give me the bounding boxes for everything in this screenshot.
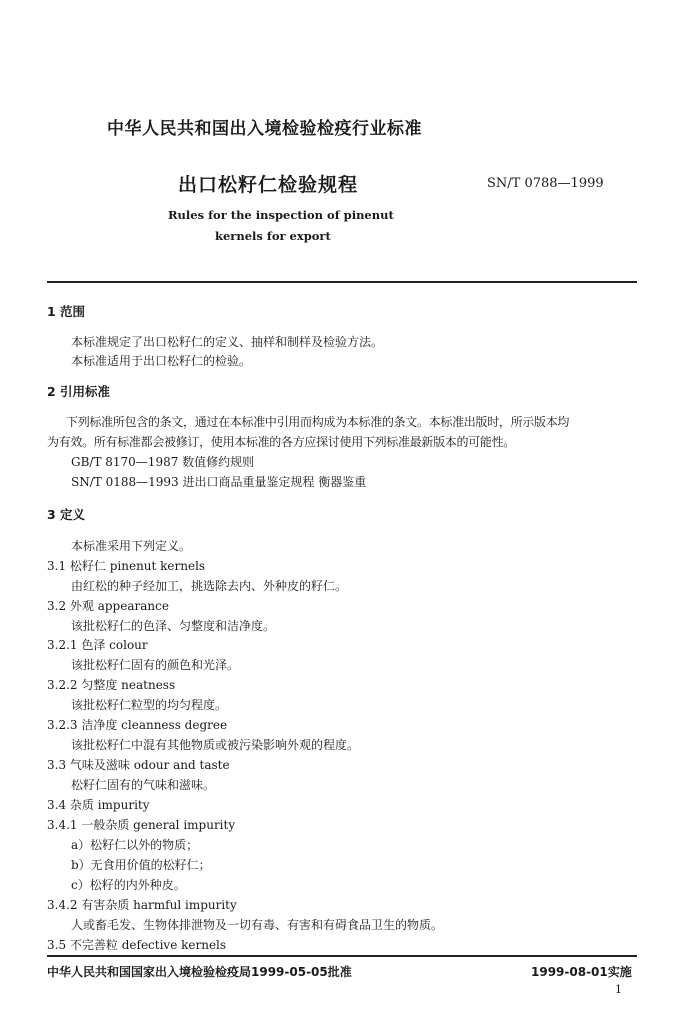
definition-3-4-term: 3.4 杂质 impurity: [47, 798, 150, 812]
section-2-heading: 2 引用标准: [47, 384, 111, 399]
document-title-en-line1: Rules for the inspection of pinenut: [168, 208, 394, 222]
definition-3-4-1-item-b: b）无食用价值的松籽仁；: [71, 858, 211, 872]
document-title-en-line2: kernels for export: [215, 229, 331, 243]
section-2-paragraph-line2: 为有效。所有标准都会被修订，使用本标准的各方应探讨使用下列标准最新版本的可能性。: [47, 435, 516, 449]
section-1-paragraph-2: 本标准适用于出口松籽仁的检验。: [71, 354, 252, 368]
effective-date: 1999-08-01实施: [531, 965, 632, 979]
standard-number: SN/T 0788—1999: [487, 176, 604, 191]
definition-3-4-2-text: 人或畜毛发、生物体排泄物及一切有毒、有害和有碍食品卫生的物质。: [71, 918, 444, 932]
section-2-paragraph-line1: 下列标准所包含的条文，通过在本标准中引用而构成为本标准的条文。本标准出版时，所示版本均: [66, 415, 570, 429]
definition-3-5-term: 3.5 不完善粒 defective kernels: [47, 938, 227, 952]
section-3-heading: 3 定义: [47, 507, 86, 522]
definition-3-2-2-text: 该批松籽仁粒型的均匀程度。: [71, 698, 228, 712]
definition-3-1-term: 3.1 松籽仁 pinenut kernels: [47, 559, 206, 573]
definition-3-2-3-text: 该批松籽仁中混有其他物质或被污染影响外观的程度。: [71, 738, 360, 752]
definition-3-1-text: 由红松的种子经加工，挑选除去内、外种皮的籽仁。: [71, 579, 348, 593]
definition-3-3-text: 松籽仁固有的气味和滋味。: [71, 778, 216, 792]
definition-3-2-2-term: 3.2.2 匀整度 neatness: [47, 678, 176, 692]
definition-3-2-term: 3.2 外观 appearance: [47, 599, 169, 613]
definition-3-4-2-term: 3.4.2 有害杂质 harmful impurity: [47, 898, 237, 912]
definition-3-3-term: 3.3 气味及滋味 odour and taste: [47, 758, 230, 772]
section-3-intro: 本标准采用下列定义。: [71, 539, 192, 553]
definition-3-4-1-item-a: a）松籽仁以外的物质；: [71, 838, 199, 852]
page-number: 1: [615, 983, 622, 996]
definition-3-4-1-term: 3.4.1 一般杂质 general impurity: [47, 818, 236, 832]
definition-3-4-1-item-c: c）松籽的内外种皮。: [71, 878, 186, 892]
header-divider: [47, 281, 637, 283]
footer-divider: [47, 955, 637, 957]
definition-3-2-1-text: 该批松籽仁固有的颜色和光泽。: [71, 658, 240, 672]
definition-3-2-text: 该批松籽仁的色泽、匀整度和洁净度。: [71, 619, 276, 633]
industry-standard-heading: 中华人民共和国出入境检验检疫行业标准: [107, 119, 422, 139]
reference-gb-8170: GB/T 8170—1987 数值修约规则: [71, 455, 255, 469]
section-1-heading: 1 范围: [47, 304, 86, 319]
reference-sn-0188: SN/T 0188—1993 进出口商品重量鉴定规程 衡器鉴重: [71, 475, 367, 489]
document-title-cn: 出口松籽仁检验规程: [178, 174, 359, 196]
definition-3-2-3-term: 3.2.3 洁净度 cleanness degree: [47, 718, 228, 732]
section-1-paragraph-1: 本标准规定了出口松籽仁的定义、抽样和制样及检验方法。: [71, 335, 384, 349]
approval-statement: 中华人民共和国国家出入境检验检疫局1999-05-05批准: [47, 965, 352, 979]
definition-3-2-1-term: 3.2.1 色泽 colour: [47, 638, 148, 652]
